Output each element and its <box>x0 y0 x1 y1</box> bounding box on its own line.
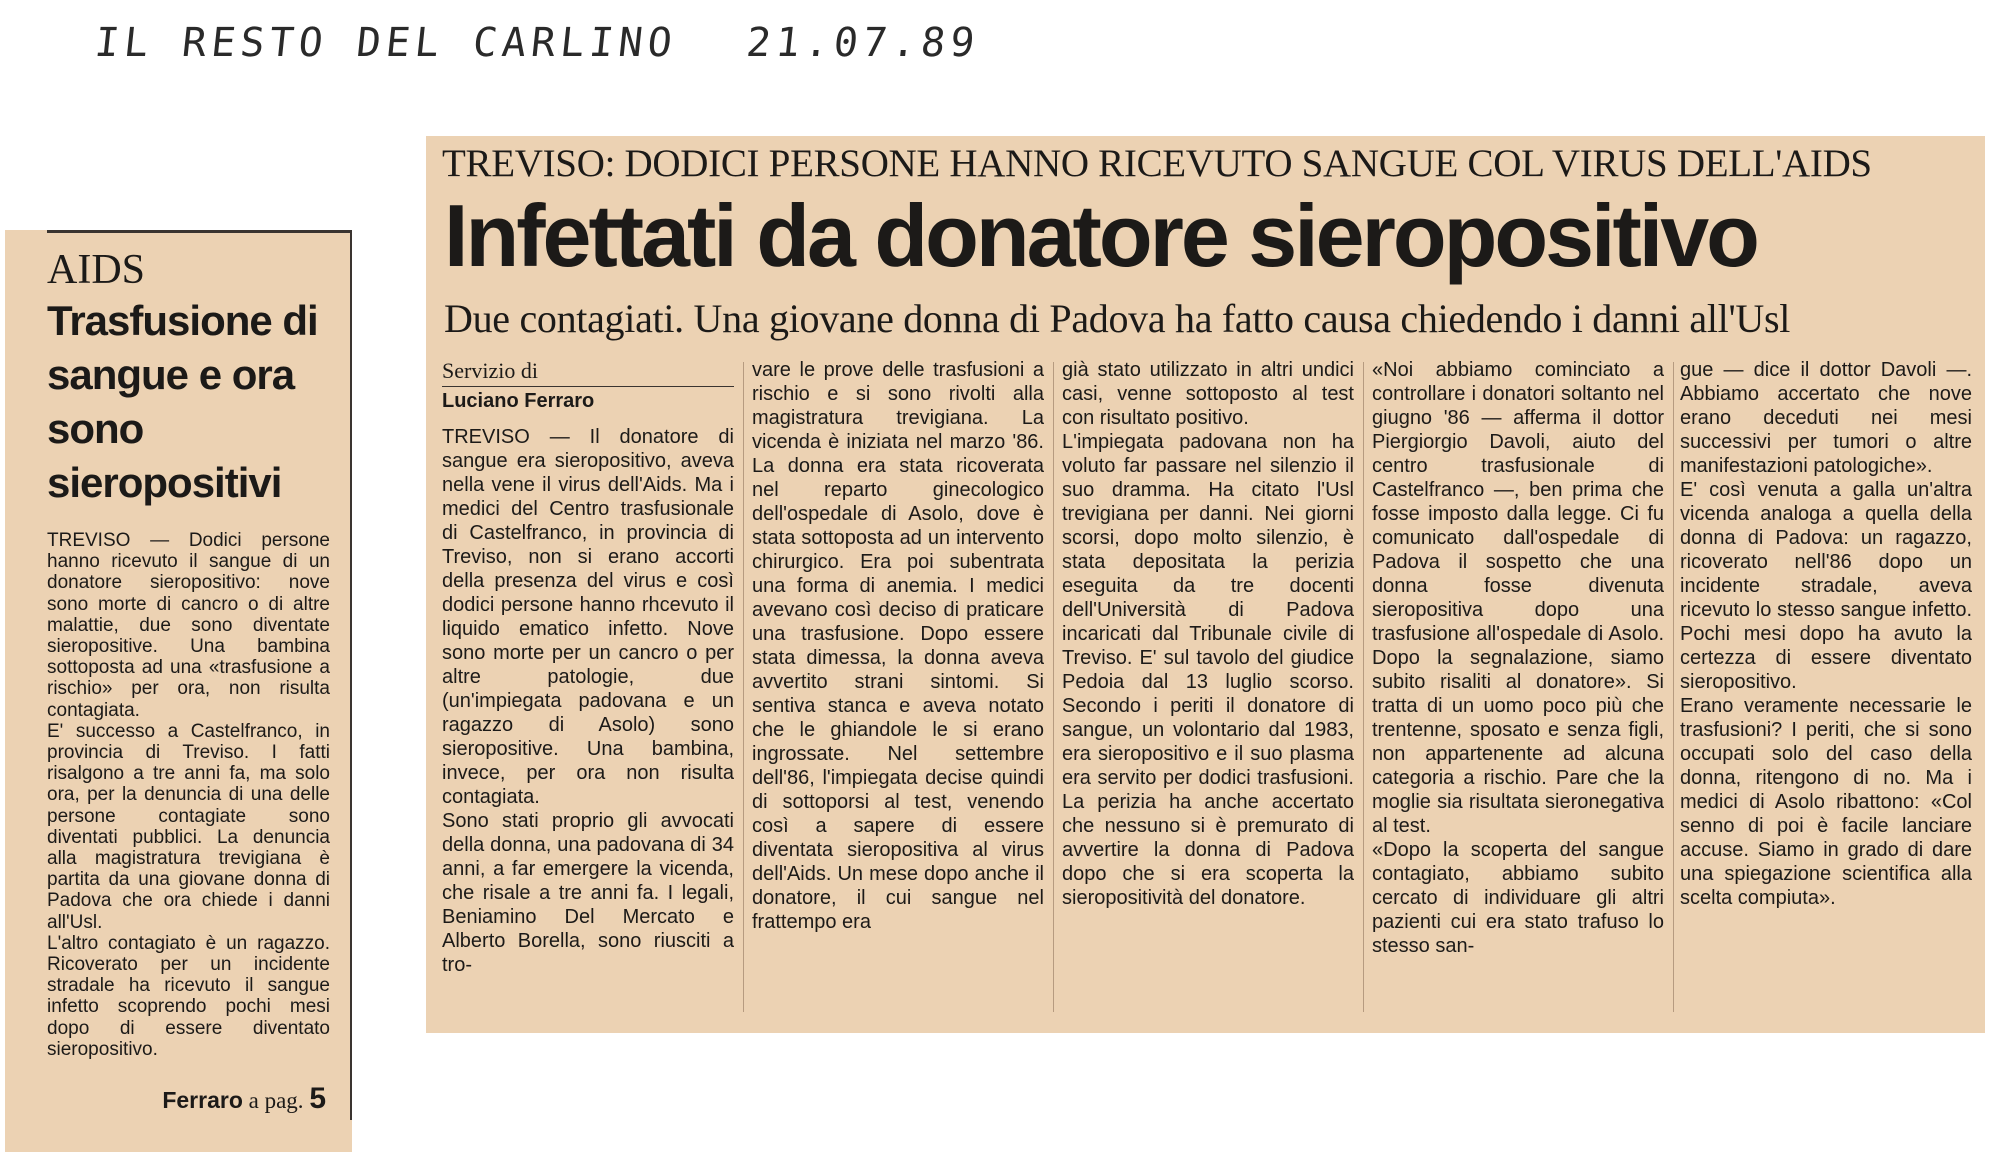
column-paragraph: vare le prove delle trasfusioni a rischio e si sono rivolti alla magistratura trevigiana. La vicenda è iniziata nel marzo '86. La donna era stata ricoverata nel reparto ginecologico dell'ospedale di Asolo, dove è stata sottoposta ad un intervento chirurgico. Era poi subentrata una forma di anemia. I medici avevano così deciso di praticare una trasfusione. Dopo essere stata dimessa, la donna aveva avvertito strani sintomi. Si sentiva stanca e aveva notato che le ghiandole le si erano ingrossate. Nel settembre dell'86, l'impiegata decise quindi di sottoporsi al test, venendo così a sapere di essere diventata sieropositiva al virus dell'Aids. Un mese dopo anche il donatore, il cui sangue nel frattempo era <box>752 359 1044 933</box>
column-divider <box>1673 362 1674 1012</box>
main-article-clipping <box>426 136 1985 1033</box>
handwritten-source: IL RESTO DEL CARLINO <box>92 20 680 66</box>
side-headline: Trasfusione di sangue e ora sono sieropositivi <box>47 297 318 506</box>
column-paragraph: «Noi abbiamo cominciato a controllare i donatori soltanto nel giugno '86 — afferma il dottor Piergiorgio Davoli, aiuto del centro trasfusionale di Castelfranco —, ben prima che fosse imposto dalla legge. Ci fu comunicato dall'ospedale di Padova il sospetto che una donna fosse divenuta sieropositiva dopo una trasfusione all'ospedale di Asolo. Dopo la segnalazione, siamo subito risaliti al donatore». Si tratta di un uomo poco più che trentenne, sposato e senza figli, non appartenente ad alcuna categoria a rischio. Pare che la moglie sia risultata sieronegativa al test. <box>1372 359 1664 837</box>
side-kicker: AIDS <box>47 247 146 293</box>
column-divider <box>1363 362 1364 1012</box>
side-body <box>47 530 338 1060</box>
byline-rule <box>442 386 734 387</box>
page-reference-number: 5 <box>309 1082 326 1115</box>
page-reference-name: Ferraro <box>162 1087 243 1113</box>
column-paragraph: già stato utilizzato in altri undici casi, venne sottoposto al test con risultato positivo. <box>1062 359 1354 429</box>
article-column-1 <box>442 358 734 977</box>
article-column-5 <box>1680 358 1972 910</box>
page-reference-text: a pag. <box>242 1088 310 1113</box>
byline-label: Servizio di <box>442 358 538 383</box>
side-paragraph: TREVISO — Dodici persone hanno ricevuto il sangue di un donatore sieropositivo: nove sono morte di cancro o di altre malattie, due sono diventate sieropositive. Una bambina sottoposta ad una «trasfusione a rischio» per ora, non risulta contagiata. <box>47 530 330 721</box>
column-paragraph: TREVISO — Il donatore di sangue era sieropositivo, aveva nella vene il virus dell'Aids. Ma i medici del Centro trasfusionale di Castelfranco, in provincia di Treviso, non si erano accorti della presenza del virus e così dodici persone hanno rhcevuto il liquido ematico infetto. Nove sono morte per un cancro o per altre patologie, due (un'impiegata padovana e un ragazzo di Asolo) sono sieropositive. Una bambina, invece, per ora non risulta contagiata. <box>442 426 734 808</box>
column-divider <box>743 362 744 1012</box>
column-divider <box>1053 362 1054 1012</box>
page-reference <box>162 1082 326 1116</box>
main-headline: Infettati da donatore sieropositivo <box>444 186 1757 285</box>
side-top-rule <box>47 230 352 233</box>
side-right-rule <box>350 230 352 1120</box>
column-paragraph: Sono stati proprio gli avvocati della donna, una padovana di 34 anni, a far emergere la vicenda, che risale a tre anni fa. I legali, Beniamino Del Mercato e Alberto Borella, sono riusciti a tro- <box>442 810 734 976</box>
side-paragraph: E' successo a Castelfranco, in provincia di Treviso. I fatti risalgono a tre anni fa, ma solo ora, per la denuncia di una delle persone contagiate sono diventati pubblici. La denuncia alla magistratura trevigiana è partita da una giovane donna di Padova che ora chiede i danni all'Usl. <box>47 720 330 933</box>
article-columns <box>442 358 1972 1018</box>
main-kicker: TREVISO: DODICI PERSONE HANNO RICEVUTO SANGUE COL VIRUS DELL'AIDS <box>442 142 1872 185</box>
handwritten-source-note <box>93 20 982 66</box>
article-column-2 <box>752 358 1044 934</box>
column-paragraph: Erano veramente necessarie le trasfusioni? I periti, che si sono occupati solo del caso della donna, ritengono di no. Ma i medici di Asolo ribattono: «Col senno di poi è facile lanciare accuse. Siamo in grado di dare una spiegazione scientifica alla scelta compiuta». <box>1680 695 1972 909</box>
column-paragraph: L'impiegata padovana non ha voluto far passare nel silenzio il suo dramma. Ha citato l'Usl trevigiana per danni. Nei giorni scorsi, dopo molto silenzio, è stata depositata la perizia eseguita da tre docenti dell'Università di Padova incaricati dal Tribunale civile di Treviso. E' sul tavolo del giudice Pedoia dal 13 luglio scorso. Secondo i periti il donatore di sangue, un volontario dal 1983, era sieropositivo e il suo plasma era servito per dodici trasfusioni. La perizia ha anche accertato che nessuno si è premurato di avvertire la donna di Padova dopo che si era scoperta la sieropositività del donatore. <box>1062 431 1354 909</box>
side-paragraph: L'altro contagiato è un ragazzo. Ricoverato per un incidente stradale ha ricevuto il sangue infetto scoprendo pochi mesi dopo di essere diventato sieropositivo. <box>47 932 330 1060</box>
article-column-3 <box>1062 358 1354 910</box>
article-column-4 <box>1372 358 1664 958</box>
side-article-clipping <box>5 230 352 1152</box>
column-paragraph: «Dopo la scoperta del sangue contagiato, abbiamo subito cercato di individuare gli altri pazienti cui era stato trafuso lo stesso san- <box>1372 839 1664 957</box>
byline-name: Luciano Ferraro <box>442 390 595 412</box>
handwritten-date: 21.07.89 <box>744 20 982 66</box>
main-subhead: Due contagiati. Una giovane donna di Padova ha fatto causa chiedendo i danni all'Usl <box>444 296 1791 341</box>
column-paragraph: gue — dice il dottor Davoli —. Abbiamo accertato che nove erano deceduti nei mesi successivi per tumori o altre manifestazioni patologiche». <box>1680 359 1972 477</box>
column-paragraph: E' così venuta a galla un'altra vicenda analoga a quella della donna di Padova: un ragazzo, ricoverato nell'86 dopo un incidente stradale, aveva ricevuto lo stesso sangue infetto. Pochi mesi dopo ha avuto la certezza di essere diventato sieropositivo. <box>1680 479 1972 693</box>
